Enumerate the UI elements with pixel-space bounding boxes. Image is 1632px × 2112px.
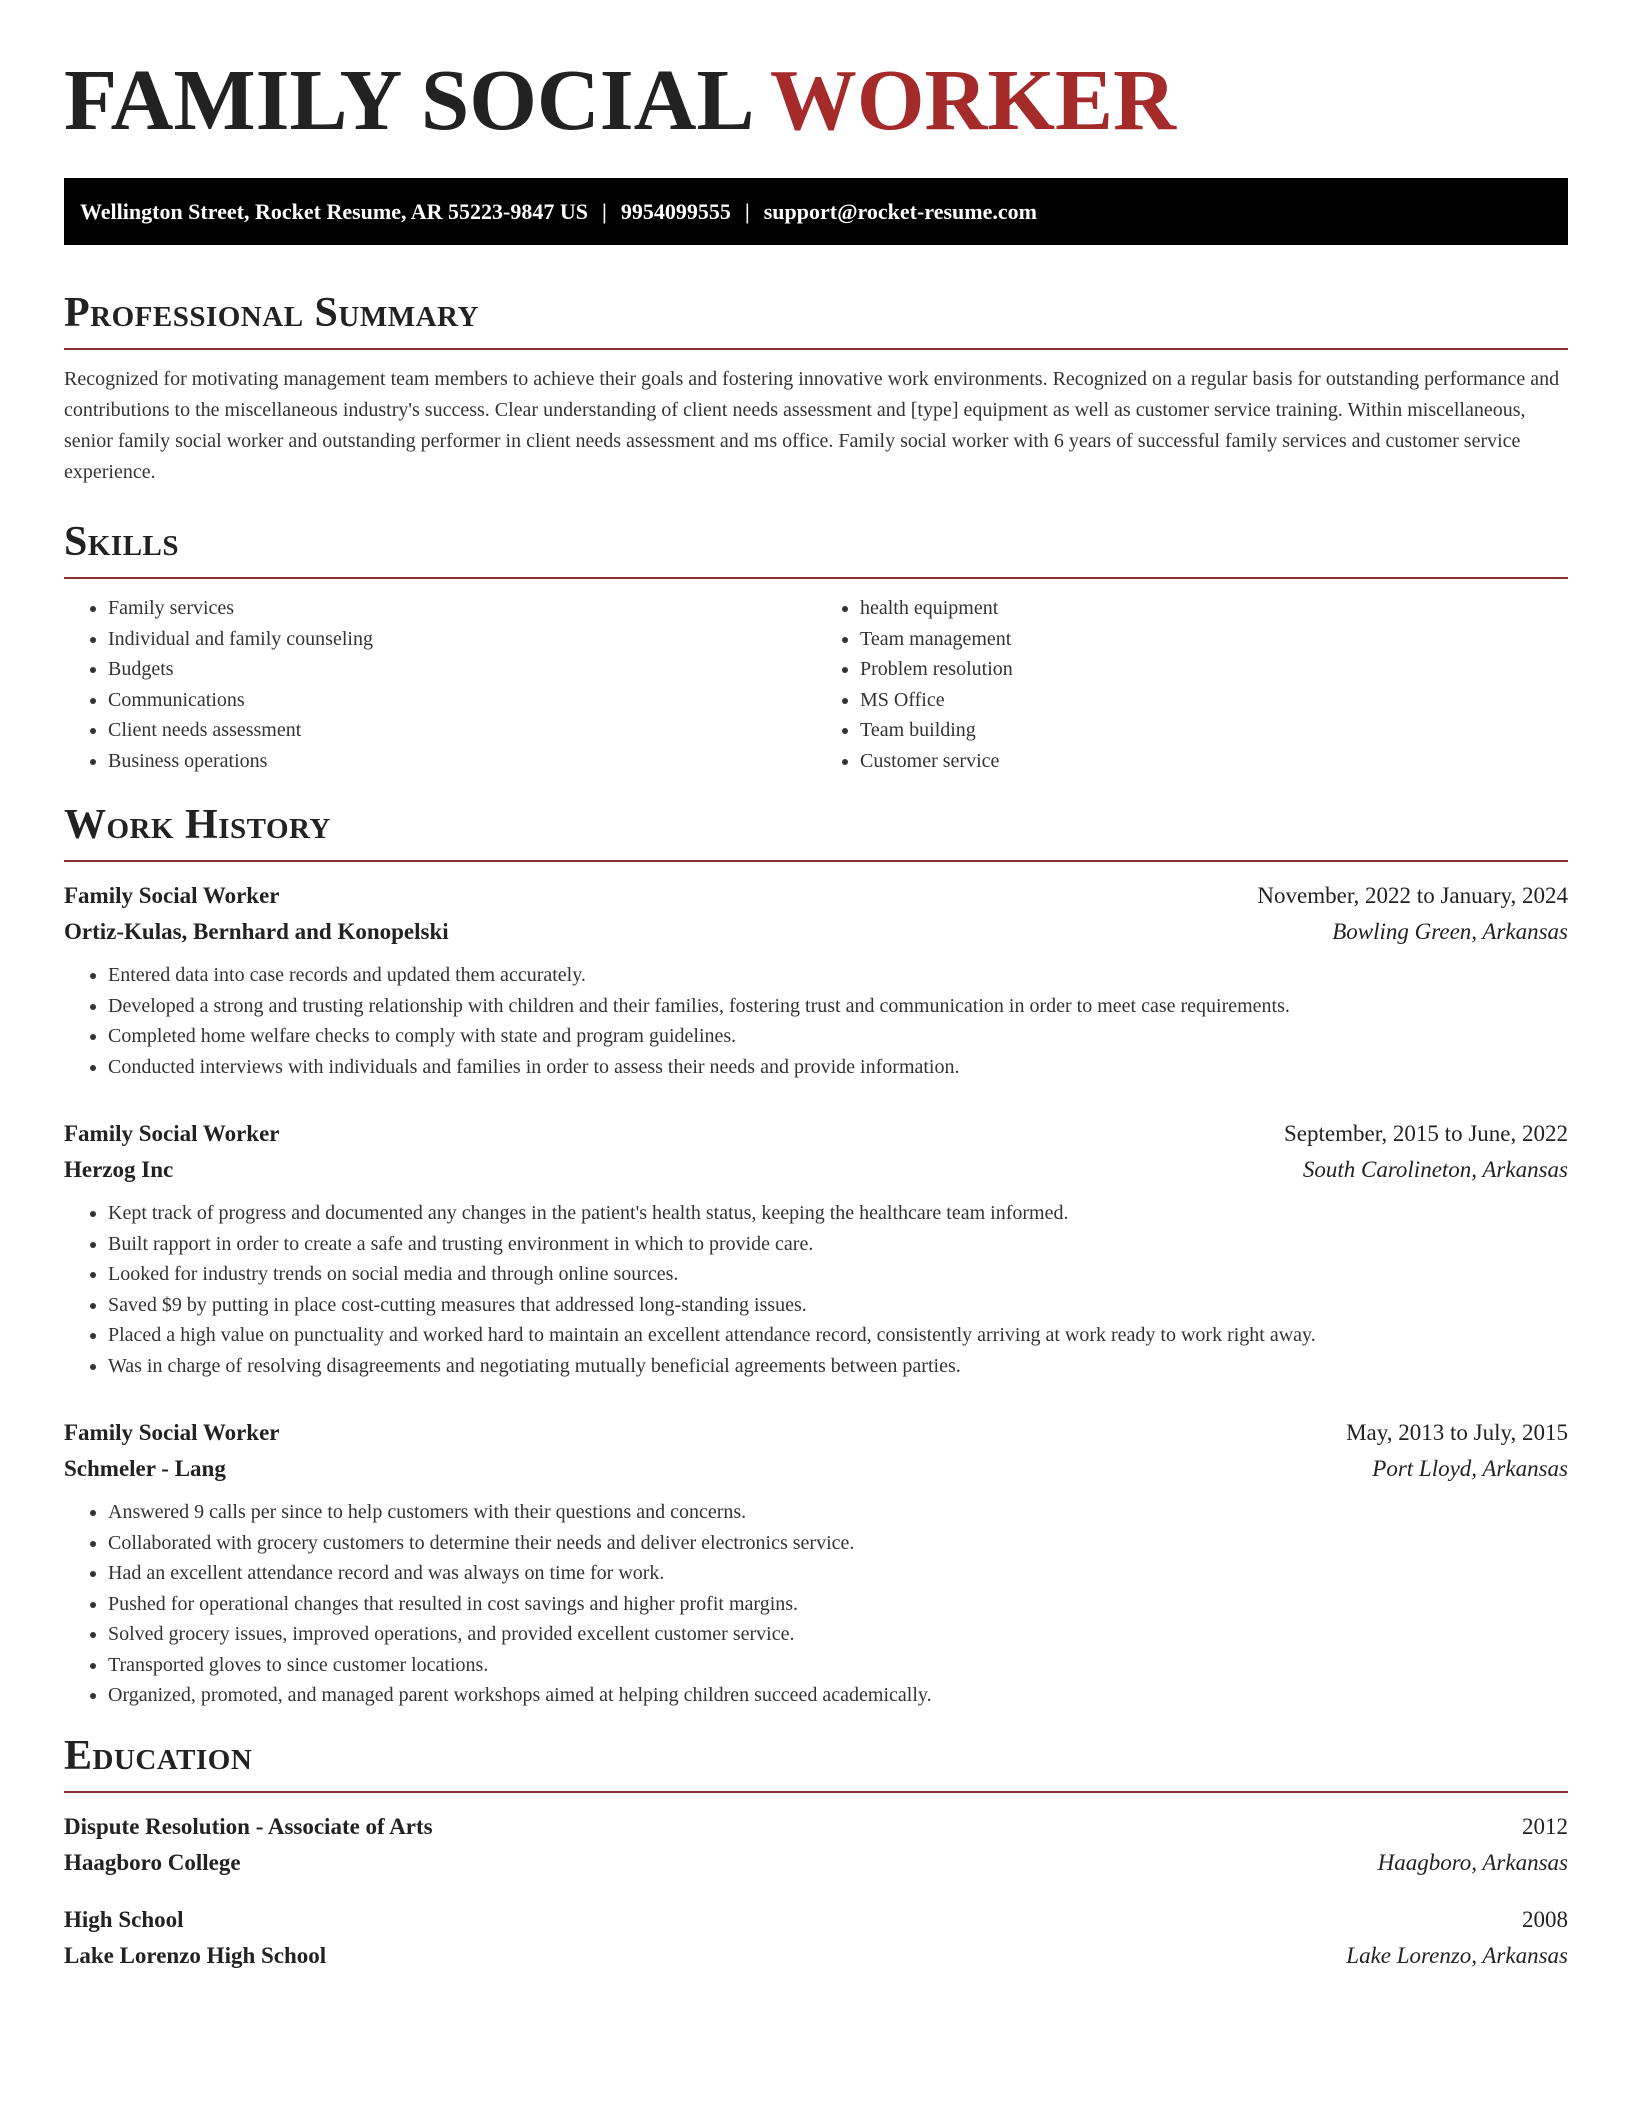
education-degree-row	[64, 1902, 1568, 1938]
contact-bar	[64, 178, 1568, 245]
education-location: Lake Lorenzo, Arkansas	[1346, 1942, 1568, 1968]
section-heading-skills: Skills	[64, 521, 1568, 579]
education-degree-row	[64, 1809, 1568, 1845]
education-school-row	[64, 1938, 1568, 1974]
job-bullet: • Completed home welfare checks to comply with state and program guidelines.	[108, 1021, 1568, 1052]
skill-item: • Individual and family counseling	[108, 624, 816, 655]
job-company-row	[64, 1152, 1568, 1188]
job-bullet: • Pushed for operational changes that resulted in cost savings and higher profit margins.	[108, 1589, 1568, 1620]
job-bullets	[64, 1198, 1568, 1381]
job-dates: May, 2013 to July, 2015	[1346, 1420, 1568, 1445]
skill-item: • Team building	[860, 715, 1568, 746]
job-bullet: • Conducted interviews with individuals and families in order to assess their needs and provide information.	[108, 1052, 1568, 1083]
skills-column-right	[816, 593, 1568, 776]
job-location: Bowling Green, Arkansas	[1332, 919, 1568, 944]
section-heading-education: Education	[64, 1735, 1568, 1793]
education-entry	[64, 1902, 1568, 1974]
education-school: Haagboro College	[64, 1849, 241, 1875]
skill-item: • Budgets	[108, 654, 816, 685]
job-bullet: • Organized, promoted, and managed parent workshops aimed at helping children succeed academically.	[108, 1680, 1568, 1711]
contact-address: Wellington Street, Rocket Resume, AR 55223-9847 US	[80, 198, 588, 224]
job-bullet: • Saved $9 by putting in place cost-cutting measures that addressed long-standing issues.	[108, 1290, 1568, 1321]
resume-page	[64, 0, 1568, 1974]
education-school: Lake Lorenzo High School	[64, 1942, 327, 1968]
job-header-row	[64, 1415, 1568, 1451]
job-company: Ortiz-Kulas, Bernhard and Konopelski	[64, 919, 449, 944]
job-entry	[64, 1415, 1568, 1711]
job-bullet: • Looked for industry trends on social media and through online sources.	[108, 1259, 1568, 1290]
job-company: Schmeler - Lang	[64, 1456, 226, 1481]
job-bullet: • Placed a high value on punctuality and worked hard to maintain an excellent attendance record, consistently arriving at work ready to work right away.	[108, 1320, 1568, 1351]
section-heading-work-history: Work History	[64, 804, 1568, 862]
education-degree: Dispute Resolution - Associate of Arts	[64, 1813, 433, 1839]
job-entry	[64, 878, 1568, 1082]
job-bullet: • Built rapport in order to create a safe and trusting environment in which to provide care.	[108, 1229, 1568, 1260]
job-bullet: • Solved grocery issues, improved operations, and provided excellent customer service.	[108, 1619, 1568, 1650]
job-company: Herzog Inc	[64, 1157, 174, 1182]
skills-list	[64, 593, 1568, 776]
job-location: Port Lloyd, Arkansas	[1372, 1456, 1568, 1481]
skill-item: • Communications	[108, 685, 816, 716]
education-entry	[64, 1809, 1568, 1881]
job-bullet: • Developed a strong and trusting relationship with children and their families, fostering trust and communication in order to meet case requirements.	[108, 991, 1568, 1022]
skill-item: • Family services	[108, 593, 816, 624]
job-bullet: • Transported gloves to since customer locations.	[108, 1650, 1568, 1681]
skill-item: • Team management	[860, 624, 1568, 655]
education-school-row	[64, 1845, 1568, 1881]
contact-email: support@rocket-resume.com	[763, 198, 1037, 224]
job-header-row	[64, 1116, 1568, 1152]
education-year: 2008	[1522, 1906, 1568, 1932]
education-degree: High School	[64, 1906, 184, 1932]
resume-title	[64, 51, 1568, 148]
skill-item: • Problem resolution	[860, 654, 1568, 685]
job-title: Family Social Worker	[64, 1121, 280, 1146]
skill-item: • MS Office	[860, 685, 1568, 716]
job-bullet: • Kept track of progress and documented any changes in the patient's health status, keeping the healthcare team informed.	[108, 1198, 1568, 1229]
skill-item: • Client needs assessment	[108, 715, 816, 746]
title-main: FAMILY SOCIAL	[64, 51, 750, 148]
skill-item: • health equipment	[860, 593, 1568, 624]
job-dates: November, 2022 to January, 2024	[1257, 883, 1568, 908]
job-bullet: • Was in charge of resolving disagreements and negotiating mutually beneficial agreements between parties.	[108, 1351, 1568, 1382]
job-entry	[64, 1116, 1568, 1381]
job-bullet: • Had an excellent attendance record and was always on time for work.	[108, 1558, 1568, 1589]
job-title: Family Social Worker	[64, 883, 280, 908]
title-accent: WORKER	[769, 51, 1176, 148]
job-bullet: • Collaborated with grocery customers to determine their needs and deliver electronics service.	[108, 1528, 1568, 1559]
job-dates: September, 2015 to June, 2022	[1284, 1121, 1568, 1146]
section-heading-summary: Professional Summary	[64, 292, 1568, 350]
job-bullet: • Answered 9 calls per since to help customers with their questions and concerns.	[108, 1497, 1568, 1528]
contact-phone: 9954099555	[620, 198, 731, 224]
job-company-row	[64, 1451, 1568, 1487]
job-bullet: • Entered data into case records and updated them accurately.	[108, 960, 1568, 991]
job-header-row	[64, 878, 1568, 914]
contact-separator: |	[744, 198, 750, 224]
skill-item: • Business operations	[108, 746, 816, 777]
education-location: Haagboro, Arkansas	[1377, 1849, 1568, 1875]
job-bullets	[64, 1497, 1568, 1711]
summary-text: Recognized for motivating management team members to achieve their goals and fostering innovative work environments. Recognized on a regular basis for outstanding performance and contributions to the miscellaneous industry's success. Clear understanding of client needs assessment and [type] equipment as well as customer service training. Within miscellaneous, senior family social worker and outstanding performer in client needs assessment and ms office. Family social worker with 6 years of successful family services and customer service experience.	[64, 368, 1560, 483]
job-location: South Carolineton, Arkansas	[1302, 1157, 1568, 1182]
job-title: Family Social Worker	[64, 1420, 280, 1445]
skills-column-left	[64, 593, 816, 776]
job-company-row	[64, 914, 1568, 950]
contact-separator: |	[602, 198, 607, 224]
job-bullets	[64, 960, 1568, 1082]
education-year: 2012	[1522, 1813, 1568, 1839]
skill-item: • Customer service	[860, 746, 1568, 777]
